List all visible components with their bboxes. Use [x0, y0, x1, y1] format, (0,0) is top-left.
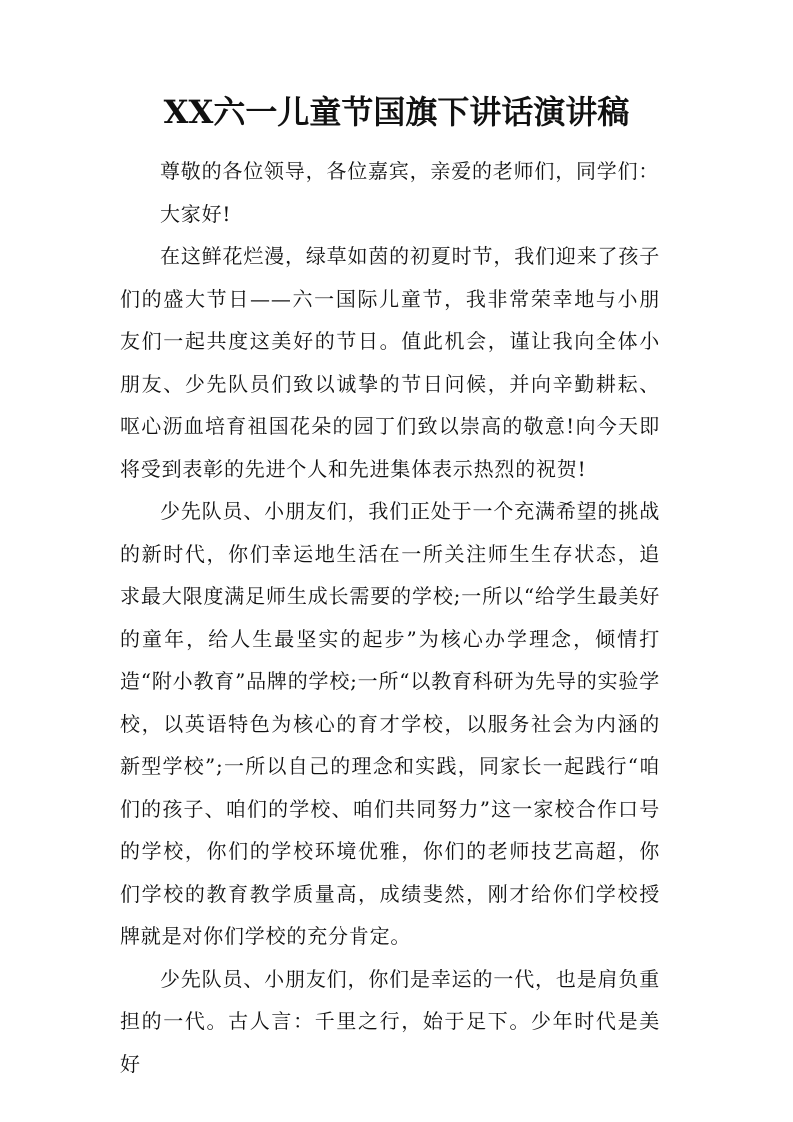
- document-body: [120, 150, 660, 1085]
- paragraph-greeting: 尊敬的各位领导，各位嘉宾，亲爱的老师们，同学们：: [160, 159, 660, 183]
- paragraph-hello: 大家好!: [160, 201, 232, 226]
- document-title: XX六一儿童节国旗下讲话演讲稿: [163, 93, 630, 131]
- paragraph-school: 少先队员、小朋友们，我们正处于一个充满希望的挑战的新时代，你们幸运地生活在一所关注师生生存状态，追求最大限度满足师生成长需要的学校;一所以“给学生最美好的童年，给人生最坚实的起步”为核心办学理念，倾情打造“附小教育”品牌的学校;一所“以教育科研为先导的实验学校，以英语特色为核心的育才学校，以服务社会为内涵的新型学校”;一所以自己的理念和实践，同家长一起践行“咱们的孩子、咱们的学校、咱们共同努力”这一家校合作口号的学校，你们的学校环境优雅，你们的老师技艺高超，你们学校的教育教学质量高，成绩斐然，刚才给你们学校授牌就是对你们学校的充分肯定。: [120, 499, 660, 948]
- paragraph-generation: 少先队员、小朋友们，你们是幸运的一代，也是肩负重担的一代。古人言：千里之行，始于足下。少年时代是美好: [120, 966, 660, 1076]
- paragraph-festival: 在这鲜花烂漫，绿草如茵的初夏时节，我们迎来了孩子们的盛大节日——六一国际儿童节，我非常荣幸地与小朋友们一起共度这美好的节日。值此机会，谨让我向全体小朋友、少先队员们致以诚挚的节日问候，并向辛勤耕耘、呕心沥血培育祖国花朵的园丁们致以崇高的敬意!向今天即将受到表彰的先进个人和先进集体表示热烈的祝贺!: [120, 244, 660, 481]
